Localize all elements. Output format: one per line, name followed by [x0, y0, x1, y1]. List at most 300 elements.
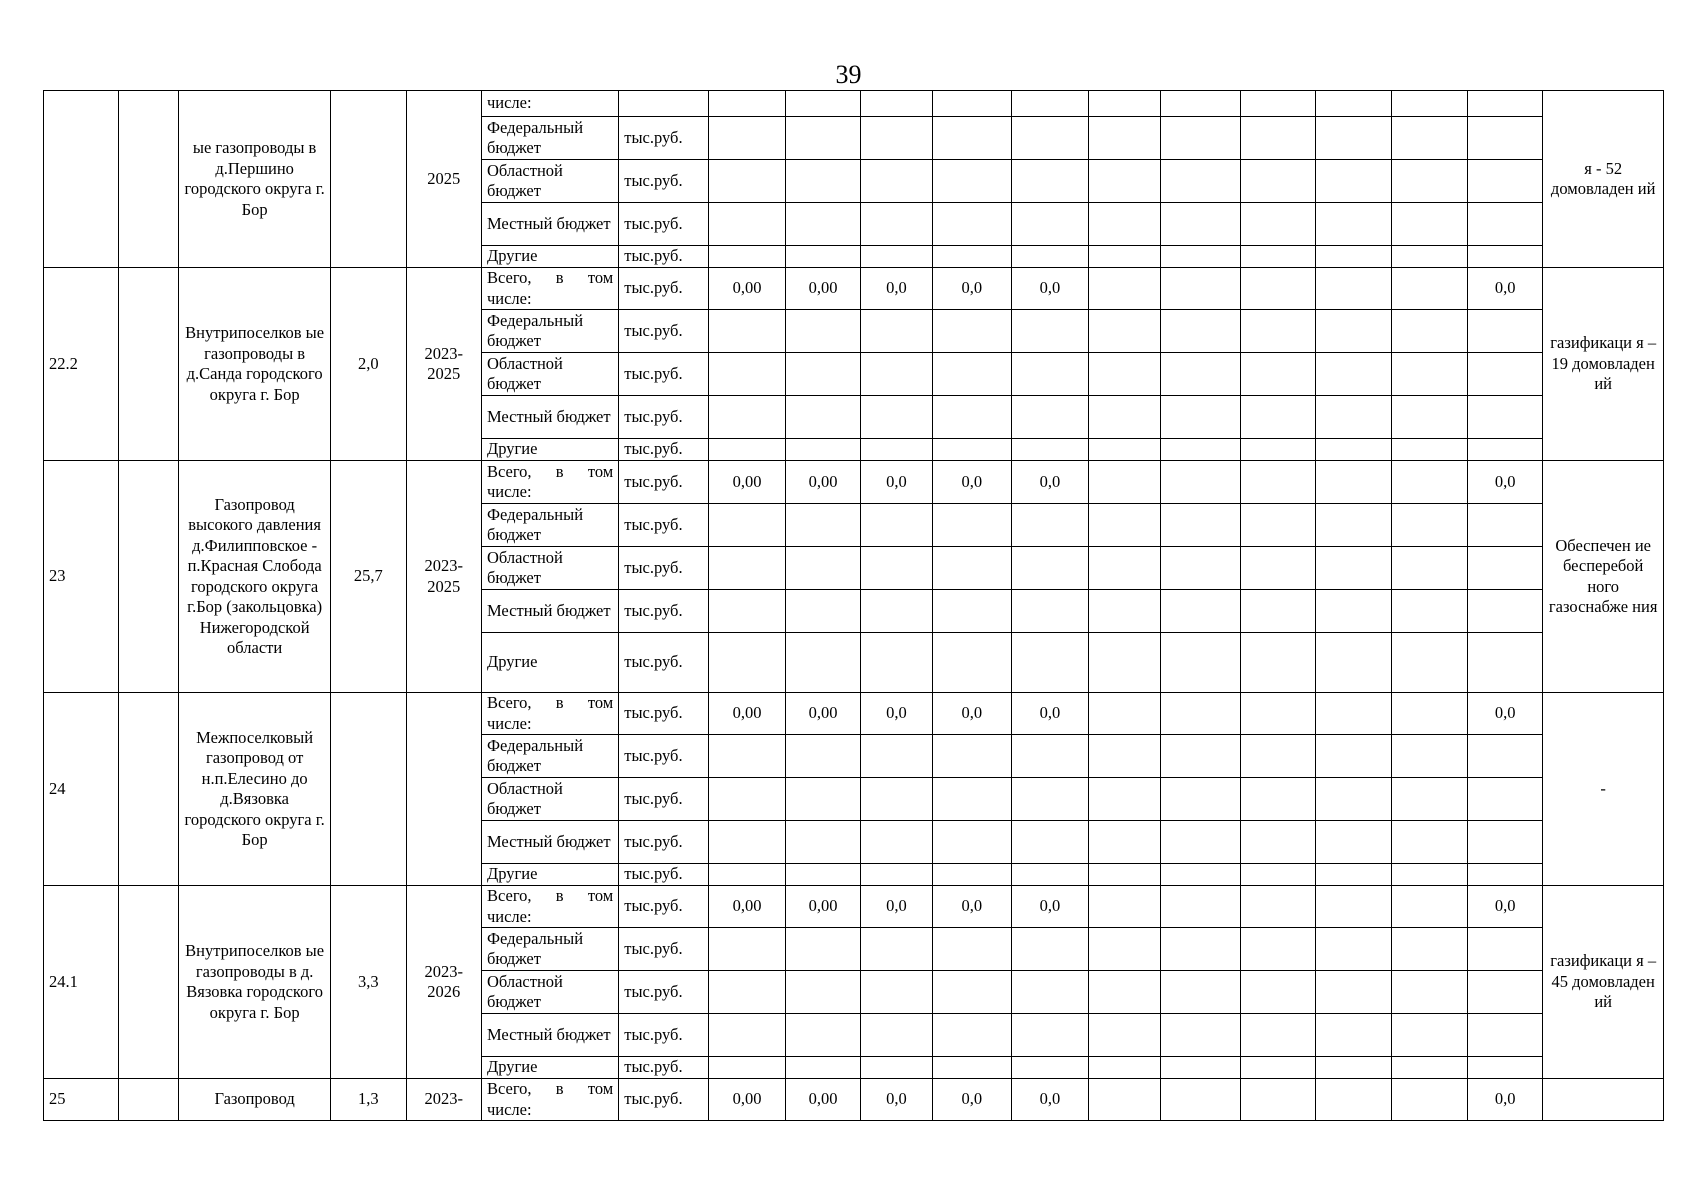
project-row — [44, 886, 1664, 928]
project-row — [44, 268, 1664, 310]
period-cell: 2023-2025 — [406, 268, 481, 461]
value-cell — [1240, 864, 1315, 886]
funding-label-text: Местный бюджет — [486, 600, 611, 620]
value-cell — [1240, 353, 1315, 396]
value-cell — [1088, 886, 1160, 928]
value-cell — [861, 203, 932, 246]
value-cell — [709, 504, 785, 547]
value-cell — [1012, 821, 1088, 864]
funding-label-text: Местный бюджет — [486, 213, 611, 233]
unit-cell: тыс.руб. — [619, 971, 709, 1014]
value-cell — [932, 504, 1012, 547]
project-row — [44, 693, 1664, 735]
value-cell — [1160, 91, 1240, 117]
value-cell — [1315, 1014, 1391, 1057]
funding-label — [481, 928, 618, 971]
total-value: 0,0 — [1467, 268, 1542, 310]
value-cell — [861, 928, 932, 971]
value-cell — [1392, 693, 1467, 735]
value-cell — [1315, 547, 1391, 590]
funding-label-text: Другие — [486, 1057, 538, 1077]
value-cell — [1467, 735, 1542, 778]
funding-label-text: Всего, в том числе: — [486, 693, 614, 733]
total-value: 0,0 — [861, 1079, 932, 1121]
value-cell — [932, 735, 1012, 778]
value-cell — [1467, 504, 1542, 547]
value-cell — [1392, 246, 1467, 268]
value-cell — [1392, 735, 1467, 778]
value-cell — [1160, 117, 1240, 160]
value-cell — [709, 735, 785, 778]
length-cell: 3,3 — [331, 886, 406, 1079]
value-cell — [932, 310, 1012, 353]
total-value: 0,00 — [785, 268, 860, 310]
value-cell — [1240, 396, 1315, 439]
value-cell — [1467, 160, 1542, 203]
length-cell — [331, 91, 406, 268]
value-cell — [1467, 633, 1542, 693]
value-cell — [1160, 461, 1240, 504]
value-cell — [1240, 268, 1315, 310]
value-cell — [1012, 590, 1088, 633]
funding-label-text: Местный бюджет — [486, 831, 611, 851]
value-cell — [1088, 864, 1160, 886]
value-cell — [1012, 504, 1088, 547]
value-cell — [785, 1057, 860, 1079]
funding-label-text: Другие — [486, 652, 538, 672]
continuation-row — [44, 91, 1664, 117]
value-cell — [785, 246, 860, 268]
value-cell — [1240, 461, 1315, 504]
total-value: 0,0 — [1467, 461, 1542, 504]
value-cell — [861, 504, 932, 547]
value-cell — [785, 117, 860, 160]
value-cell — [1467, 246, 1542, 268]
value-cell — [1392, 1057, 1467, 1079]
table-body — [44, 91, 1664, 1121]
funding-label-text: Федеральный бюджет — [486, 928, 584, 968]
value-cell — [1012, 633, 1088, 693]
value-cell — [709, 821, 785, 864]
funding-label — [481, 353, 618, 396]
value-cell — [1467, 203, 1542, 246]
value-cell — [1012, 864, 1088, 886]
value-cell — [1240, 590, 1315, 633]
unit-cell: тыс.руб. — [619, 117, 709, 160]
length-cell — [331, 693, 406, 886]
blank-cell — [119, 886, 179, 1079]
value-cell — [785, 778, 860, 821]
funding-label — [481, 590, 618, 633]
value-cell — [1392, 778, 1467, 821]
value-cell — [1160, 504, 1240, 547]
funding-label — [481, 439, 618, 461]
value-cell — [1012, 547, 1088, 590]
value-cell — [709, 864, 785, 886]
value-cell — [1315, 353, 1391, 396]
value-cell — [1392, 633, 1467, 693]
value-cell — [1012, 246, 1088, 268]
total-value: 0,0 — [932, 461, 1012, 504]
total-value: 0,00 — [709, 461, 785, 504]
value-cell — [1160, 160, 1240, 203]
project-no: 25 — [44, 1079, 119, 1121]
value-cell — [785, 353, 860, 396]
period-cell: 2023-2026 — [406, 886, 481, 1079]
funding-label — [481, 504, 618, 547]
period-cell: 2023-2025 — [406, 461, 481, 693]
value-cell — [1315, 886, 1391, 928]
value-cell — [1315, 504, 1391, 547]
funding-label — [481, 1079, 618, 1121]
value-cell — [1467, 439, 1542, 461]
value-cell — [709, 203, 785, 246]
value-cell — [1315, 91, 1391, 117]
funding-label — [481, 310, 618, 353]
unit-cell: тыс.руб. — [619, 246, 709, 268]
value-cell — [1392, 886, 1467, 928]
value-cell — [1315, 439, 1391, 461]
value-cell — [1088, 117, 1160, 160]
value-cell — [1088, 246, 1160, 268]
value-cell — [1160, 693, 1240, 735]
unit-cell: тыс.руб. — [619, 821, 709, 864]
value-cell — [861, 439, 932, 461]
value-cell — [932, 1014, 1012, 1057]
value-cell — [1392, 1079, 1467, 1121]
funding-label — [481, 971, 618, 1014]
total-value: 0,0 — [861, 268, 932, 310]
value-cell — [709, 310, 785, 353]
value-cell — [785, 821, 860, 864]
total-value: 0,00 — [785, 461, 860, 504]
value-cell — [709, 91, 785, 117]
total-value: 0,0 — [1467, 886, 1542, 928]
unit-cell — [619, 91, 709, 117]
value-cell — [1467, 1057, 1542, 1079]
value-cell — [709, 439, 785, 461]
value-cell — [1467, 864, 1542, 886]
value-cell — [1467, 778, 1542, 821]
funding-label-text: Областной бюджет — [486, 778, 563, 818]
value-cell — [1088, 353, 1160, 396]
value-cell — [1012, 203, 1088, 246]
value-cell — [1392, 91, 1467, 117]
value-cell — [861, 310, 932, 353]
value-cell — [1160, 1057, 1240, 1079]
value-cell — [1160, 547, 1240, 590]
total-value: 0,0 — [932, 1079, 1012, 1121]
funding-label-text: Другие — [486, 439, 538, 459]
value-cell — [1467, 117, 1542, 160]
value-cell — [1160, 1079, 1240, 1121]
value-cell — [932, 1057, 1012, 1079]
unit-cell: тыс.руб. — [619, 160, 709, 203]
value-cell — [861, 1057, 932, 1079]
value-cell — [1160, 590, 1240, 633]
value-cell — [1160, 633, 1240, 693]
total-value: 0,0 — [1467, 1079, 1542, 1121]
value-cell — [861, 590, 932, 633]
value-cell — [785, 91, 860, 117]
result-cell: Обеспечен ие бесперебой ного газоснабже ния — [1543, 461, 1664, 693]
value-cell — [1160, 439, 1240, 461]
value-cell — [1012, 439, 1088, 461]
unit-cell: тыс.руб. — [619, 547, 709, 590]
total-value: 0,0 — [932, 693, 1012, 735]
value-cell — [709, 971, 785, 1014]
value-cell — [1012, 1057, 1088, 1079]
blank-cell — [119, 1079, 179, 1121]
value-cell — [1467, 91, 1542, 117]
value-cell — [1467, 928, 1542, 971]
value-cell — [932, 117, 1012, 160]
value-cell — [785, 547, 860, 590]
funding-label — [481, 1014, 618, 1057]
value-cell — [1240, 439, 1315, 461]
value-cell — [1392, 590, 1467, 633]
value-cell — [785, 396, 860, 439]
project-no: 24 — [44, 693, 119, 886]
value-cell — [1467, 310, 1542, 353]
value-cell — [1088, 268, 1160, 310]
value-cell — [1012, 160, 1088, 203]
period-cell: 2023- — [406, 1079, 481, 1121]
funding-label — [481, 268, 618, 310]
blank-cell — [119, 461, 179, 693]
value-cell — [861, 117, 932, 160]
value-cell — [1012, 310, 1088, 353]
object-name-cell: ые газопроводы в д.Першино городского округа г. Бор — [179, 91, 331, 268]
funding-label-text: Местный бюджет — [486, 1024, 611, 1044]
funding-label — [481, 778, 618, 821]
total-value: 0,0 — [932, 886, 1012, 928]
funding-label — [481, 203, 618, 246]
unit-cell: тыс.руб. — [619, 633, 709, 693]
value-cell — [932, 439, 1012, 461]
value-cell — [1012, 928, 1088, 971]
value-cell — [1467, 971, 1542, 1014]
value-cell — [1160, 735, 1240, 778]
value-cell — [1315, 268, 1391, 310]
funding-label-text: Другие — [486, 864, 538, 884]
total-value: 0,0 — [861, 693, 932, 735]
value-cell — [1088, 160, 1160, 203]
value-cell — [861, 91, 932, 117]
value-cell — [1088, 633, 1160, 693]
funding-label-text: Всего, в том числе: — [486, 886, 614, 926]
value-cell — [709, 590, 785, 633]
value-cell — [1160, 971, 1240, 1014]
unit-cell: тыс.руб. — [619, 268, 709, 310]
length-cell: 1,3 — [331, 1079, 406, 1121]
value-cell — [1088, 91, 1160, 117]
value-cell — [1088, 439, 1160, 461]
funding-label-text: Другие — [486, 246, 538, 266]
unit-cell: тыс.руб. — [619, 461, 709, 504]
value-cell — [1240, 693, 1315, 735]
value-cell — [861, 547, 932, 590]
value-cell — [1160, 864, 1240, 886]
value-cell — [861, 1014, 932, 1057]
value-cell — [785, 1014, 860, 1057]
value-cell — [1392, 547, 1467, 590]
value-cell — [1392, 821, 1467, 864]
value-cell — [1392, 268, 1467, 310]
value-cell — [932, 971, 1012, 1014]
unit-cell: тыс.руб. — [619, 1057, 709, 1079]
total-value: 0,00 — [709, 1079, 785, 1121]
value-cell — [861, 971, 932, 1014]
value-cell — [932, 633, 1012, 693]
value-cell — [1467, 590, 1542, 633]
value-cell — [932, 91, 1012, 117]
result-cell: газификаци я – 19 домовладен ий — [1543, 268, 1664, 461]
unit-cell: тыс.руб. — [619, 310, 709, 353]
value-cell — [785, 633, 860, 693]
page-number: 39 — [835, 60, 862, 89]
funding-label-text: Всего, в том числе: — [486, 461, 614, 501]
funding-label-text: Областной бюджет — [486, 547, 563, 587]
value-cell — [932, 396, 1012, 439]
value-cell — [1088, 821, 1160, 864]
unit-cell: тыс.руб. — [619, 778, 709, 821]
value-cell — [861, 864, 932, 886]
value-cell — [1315, 735, 1391, 778]
value-cell — [1160, 353, 1240, 396]
project-row — [44, 1079, 1664, 1121]
value-cell — [709, 778, 785, 821]
value-cell — [785, 439, 860, 461]
result-cell: газификаци я – 45 домовладен ий — [1543, 886, 1664, 1079]
value-cell — [861, 778, 932, 821]
unit-cell: тыс.руб. — [619, 504, 709, 547]
value-cell — [709, 353, 785, 396]
value-cell — [1088, 504, 1160, 547]
value-cell — [1240, 160, 1315, 203]
funding-label — [481, 547, 618, 590]
value-cell — [1240, 778, 1315, 821]
value-cell — [1392, 439, 1467, 461]
funding-label-text: Областной бюджет — [486, 353, 563, 393]
unit-cell: тыс.руб. — [619, 590, 709, 633]
value-cell — [1088, 971, 1160, 1014]
value-cell — [709, 1057, 785, 1079]
unit-cell: тыс.руб. — [619, 886, 709, 928]
project-no: 24.1 — [44, 886, 119, 1079]
value-cell — [1012, 971, 1088, 1014]
value-cell — [1088, 735, 1160, 778]
value-cell — [1240, 633, 1315, 693]
value-cell — [1240, 886, 1315, 928]
blank-cell — [119, 91, 179, 268]
total-value: 0,00 — [709, 886, 785, 928]
funding-label-text: Областной бюджет — [486, 971, 563, 1011]
unit-cell: тыс.руб. — [619, 735, 709, 778]
value-cell — [1240, 1057, 1315, 1079]
funding-label — [481, 633, 618, 693]
total-value: 0,0 — [1012, 693, 1088, 735]
value-cell — [932, 246, 1012, 268]
value-cell — [1315, 461, 1391, 504]
funding-label-text: Федеральный бюджет — [486, 117, 584, 157]
unit-cell: тыс.руб. — [619, 1014, 709, 1057]
value-cell — [1392, 396, 1467, 439]
total-value: 0,0 — [861, 461, 932, 504]
value-cell — [1012, 735, 1088, 778]
funding-label — [481, 91, 618, 117]
value-cell — [785, 160, 860, 203]
total-value: 0,0 — [932, 268, 1012, 310]
value-cell — [1160, 203, 1240, 246]
value-cell — [1315, 821, 1391, 864]
value-cell — [1240, 117, 1315, 160]
value-cell — [1012, 396, 1088, 439]
funding-label — [481, 461, 618, 504]
object-name-cell: Внутрипоселков ые газопроводы в д. Вязовка городского округа г. Бор — [179, 886, 331, 1079]
value-cell — [1012, 353, 1088, 396]
value-cell — [1467, 1014, 1542, 1057]
value-cell — [1240, 203, 1315, 246]
value-cell — [1240, 547, 1315, 590]
value-cell — [861, 735, 932, 778]
funding-label-text: Федеральный бюджет — [486, 504, 584, 544]
no-cell — [44, 91, 119, 268]
unit-cell: тыс.руб. — [619, 396, 709, 439]
value-cell — [1088, 461, 1160, 504]
funding-label — [481, 864, 618, 886]
value-cell — [785, 504, 860, 547]
funding-label — [481, 1057, 618, 1079]
value-cell — [1392, 310, 1467, 353]
total-value: 0,00 — [785, 1079, 860, 1121]
value-cell — [1160, 310, 1240, 353]
project-row — [44, 461, 1664, 504]
value-cell — [1392, 461, 1467, 504]
total-value: 0,0 — [1012, 1079, 1088, 1121]
funding-label-text: Федеральный бюджет — [486, 735, 584, 775]
object-name-cell: Межпоселковый газопровод от н.п.Елесино до д.Вязовка городского округа г. Бор — [179, 693, 331, 886]
value-cell — [1392, 504, 1467, 547]
total-value: 0,0 — [1467, 693, 1542, 735]
funding-label — [481, 396, 618, 439]
value-cell — [1240, 821, 1315, 864]
funding-label-text: Областной бюджет — [486, 160, 563, 200]
value-cell — [1392, 928, 1467, 971]
value-cell — [1392, 353, 1467, 396]
funding-label-text: Местный бюджет — [486, 406, 611, 426]
value-cell — [1315, 633, 1391, 693]
value-cell — [1315, 160, 1391, 203]
value-cell — [1315, 590, 1391, 633]
funding-label — [481, 160, 618, 203]
funding-label-text: Всего, в том числе: — [486, 1079, 614, 1119]
value-cell — [1088, 590, 1160, 633]
value-cell — [1392, 1014, 1467, 1057]
value-cell — [1088, 547, 1160, 590]
value-cell — [1240, 735, 1315, 778]
unit-cell: тыс.руб. — [619, 693, 709, 735]
value-cell — [709, 1014, 785, 1057]
total-value: 0,0 — [1012, 886, 1088, 928]
value-cell — [1315, 246, 1391, 268]
value-cell — [1160, 396, 1240, 439]
value-cell — [1467, 353, 1542, 396]
value-cell — [1315, 310, 1391, 353]
value-cell — [1160, 821, 1240, 864]
value-cell — [932, 778, 1012, 821]
project-no: 22.2 — [44, 268, 119, 461]
